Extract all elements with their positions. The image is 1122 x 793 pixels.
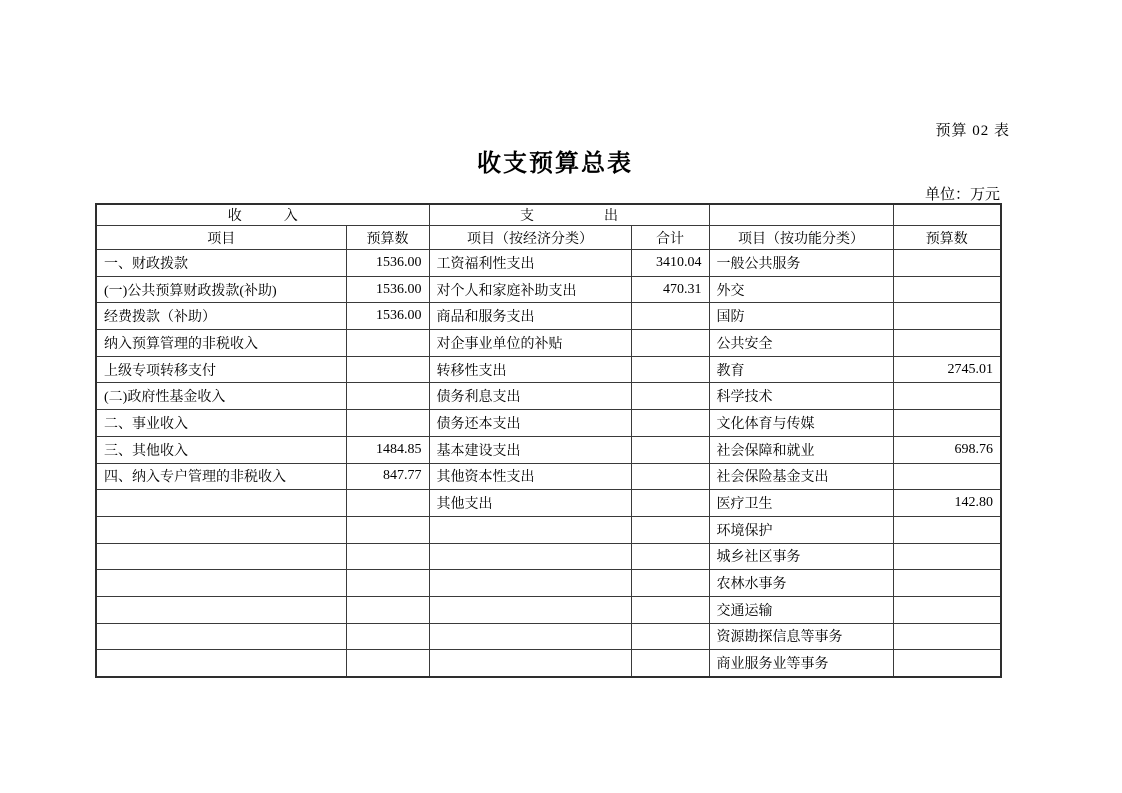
table-row: [96, 303, 1001, 330]
econ-total-cell: [631, 303, 709, 330]
table-row: [96, 516, 1001, 543]
econ-item-cell: [429, 516, 631, 543]
table-row: [96, 250, 1001, 277]
func-budget-cell: [893, 330, 1001, 357]
income-item-cell: 四、纳入专户管理的非税收入: [96, 463, 346, 490]
econ-item-cell: 对个人和家庭补助支出: [429, 276, 631, 303]
income-item-cell: 纳入预算管理的非税收入: [96, 330, 346, 357]
econ-item-cell: [429, 596, 631, 623]
income-item-cell: 三、其他收入: [96, 436, 346, 463]
econ-item-cell: 工资福利性支出: [429, 250, 631, 277]
income-item-cell: [96, 490, 346, 517]
econ-total-cell: [631, 383, 709, 410]
income-budget-cell: 1536.00: [346, 276, 429, 303]
func-item-cell: 城乡社区事务: [709, 543, 893, 570]
income-item-cell: 经费拨款（补助）: [96, 303, 346, 330]
income-budget-cell: 1536.00: [346, 303, 429, 330]
func-item-cell: 环境保护: [709, 516, 893, 543]
econ-total-cell: [631, 543, 709, 570]
expenditure-group-header: 支 出: [429, 204, 709, 226]
income-budget-cell: [346, 650, 429, 677]
table-row: [96, 276, 1001, 303]
table-row: [96, 410, 1001, 437]
income-budget-cell: [346, 516, 429, 543]
func-budget-cell: [893, 650, 1001, 677]
budget-table: [95, 203, 1002, 678]
func-budget-cell: [893, 463, 1001, 490]
econ-total-cell: [631, 516, 709, 543]
econ-total-cell: [631, 596, 709, 623]
func-item-cell: 交通运输: [709, 596, 893, 623]
func-budget-cell: 142.80: [893, 490, 1001, 517]
table-row: [96, 596, 1001, 623]
func-budget-cell: 698.76: [893, 436, 1001, 463]
econ-item-cell: 其他支出: [429, 490, 631, 517]
econ-total-cell: [631, 356, 709, 383]
econ-total-cell: [631, 410, 709, 437]
income-budget-cell: 1536.00: [346, 250, 429, 277]
econ-item-cell: 其他资本性支出: [429, 463, 631, 490]
income-budget-cell: 1484.85: [346, 436, 429, 463]
income-budget-cell: [346, 570, 429, 597]
econ-item-cell: 债务还本支出: [429, 410, 631, 437]
econ-item-cell: 商品和服务支出: [429, 303, 631, 330]
econ-total-cell: [631, 623, 709, 650]
income-item-header: 项目: [96, 226, 346, 250]
func-item-cell: 农林水事务: [709, 570, 893, 597]
func-item-cell: 一般公共服务: [709, 250, 893, 277]
func-item-cell: 文化体育与传媒: [709, 410, 893, 437]
econ-total-cell: 470.31: [631, 276, 709, 303]
econ-total-cell: [631, 650, 709, 677]
income-item-cell: (一)公共预算财政拨款(补助): [96, 276, 346, 303]
group-header-row: [96, 204, 1001, 226]
func-budget-cell: [893, 623, 1001, 650]
func-item-cell: 资源勘探信息等事务: [709, 623, 893, 650]
column-header-row: [96, 226, 1001, 250]
func-budget-cell: [893, 276, 1001, 303]
func-item-cell: 商业服务业等事务: [709, 650, 893, 677]
table-row: [96, 490, 1001, 517]
income-group-header: 收 入: [96, 204, 429, 226]
table-row: [96, 543, 1001, 570]
econ-item-cell: 基本建设支出: [429, 436, 631, 463]
table-row: [96, 356, 1001, 383]
func-budget-cell: [893, 250, 1001, 277]
table-row: [96, 623, 1001, 650]
econ-total-cell: [631, 570, 709, 597]
group-header-spacer-func: [709, 204, 893, 226]
table-row: [96, 436, 1001, 463]
income-budget-header: 预算数: [346, 226, 429, 250]
func-budget-cell: [893, 543, 1001, 570]
econ-total-cell: [631, 436, 709, 463]
econ-total-cell: [631, 490, 709, 517]
func-item-cell: 医疗卫生: [709, 490, 893, 517]
group-header-spacer-budget: [893, 204, 1001, 226]
econ-item-cell: [429, 543, 631, 570]
econ-item-cell: [429, 623, 631, 650]
income-item-cell: [96, 650, 346, 677]
income-item-cell: 一、财政拨款: [96, 250, 346, 277]
func-budget-cell: [893, 570, 1001, 597]
func-budget-cell: [893, 383, 1001, 410]
econ-item-cell: [429, 650, 631, 677]
func-item-cell: 社会保障和就业: [709, 436, 893, 463]
table-row: [96, 650, 1001, 677]
func-item-cell: 外交: [709, 276, 893, 303]
func-budget-header: 预算数: [893, 226, 1001, 250]
table-number-label: 预算 02 表: [935, 123, 1010, 139]
income-item-cell: [96, 623, 346, 650]
unit-note: 单位：万元: [924, 187, 1000, 203]
func-budget-cell: 2745.01: [893, 356, 1001, 383]
func-item-cell: 公共安全: [709, 330, 893, 357]
income-budget-cell: 847.77: [346, 463, 429, 490]
func-budget-cell: [893, 303, 1001, 330]
income-item-cell: (二)政府性基金收入: [96, 383, 346, 410]
table-row: [96, 330, 1001, 357]
table-row: [96, 570, 1001, 597]
income-budget-cell: [346, 383, 429, 410]
income-budget-cell: [346, 330, 429, 357]
page-title: 收支预算总表: [477, 151, 633, 177]
func-budget-cell: [893, 410, 1001, 437]
income-budget-cell: [346, 490, 429, 517]
econ-item-cell: 对企事业单位的补贴: [429, 330, 631, 357]
func-budget-cell: [893, 596, 1001, 623]
func-item-cell: 科学技术: [709, 383, 893, 410]
econ-item-header: 项目（按经济分类）: [429, 226, 631, 250]
income-item-cell: 二、事业收入: [96, 410, 346, 437]
econ-total-cell: 3410.04: [631, 250, 709, 277]
econ-total-header: 合计: [631, 226, 709, 250]
econ-item-cell: [429, 570, 631, 597]
econ-item-cell: 债务利息支出: [429, 383, 631, 410]
econ-item-cell: 转移性支出: [429, 356, 631, 383]
func-item-header: 项目（按功能分类）: [709, 226, 893, 250]
income-item-cell: [96, 570, 346, 597]
func-item-cell: 教育: [709, 356, 893, 383]
econ-total-cell: [631, 330, 709, 357]
income-budget-cell: [346, 356, 429, 383]
income-item-cell: [96, 516, 346, 543]
income-budget-cell: [346, 596, 429, 623]
income-budget-cell: [346, 410, 429, 437]
func-item-cell: 社会保险基金支出: [709, 463, 893, 490]
func-item-cell: 国防: [709, 303, 893, 330]
func-budget-cell: [893, 516, 1001, 543]
income-budget-cell: [346, 543, 429, 570]
income-item-cell: 上级专项转移支付: [96, 356, 346, 383]
income-budget-cell: [346, 623, 429, 650]
income-item-cell: [96, 543, 346, 570]
table-row: [96, 463, 1001, 490]
income-item-cell: [96, 596, 346, 623]
table-row: [96, 383, 1001, 410]
econ-total-cell: [631, 463, 709, 490]
